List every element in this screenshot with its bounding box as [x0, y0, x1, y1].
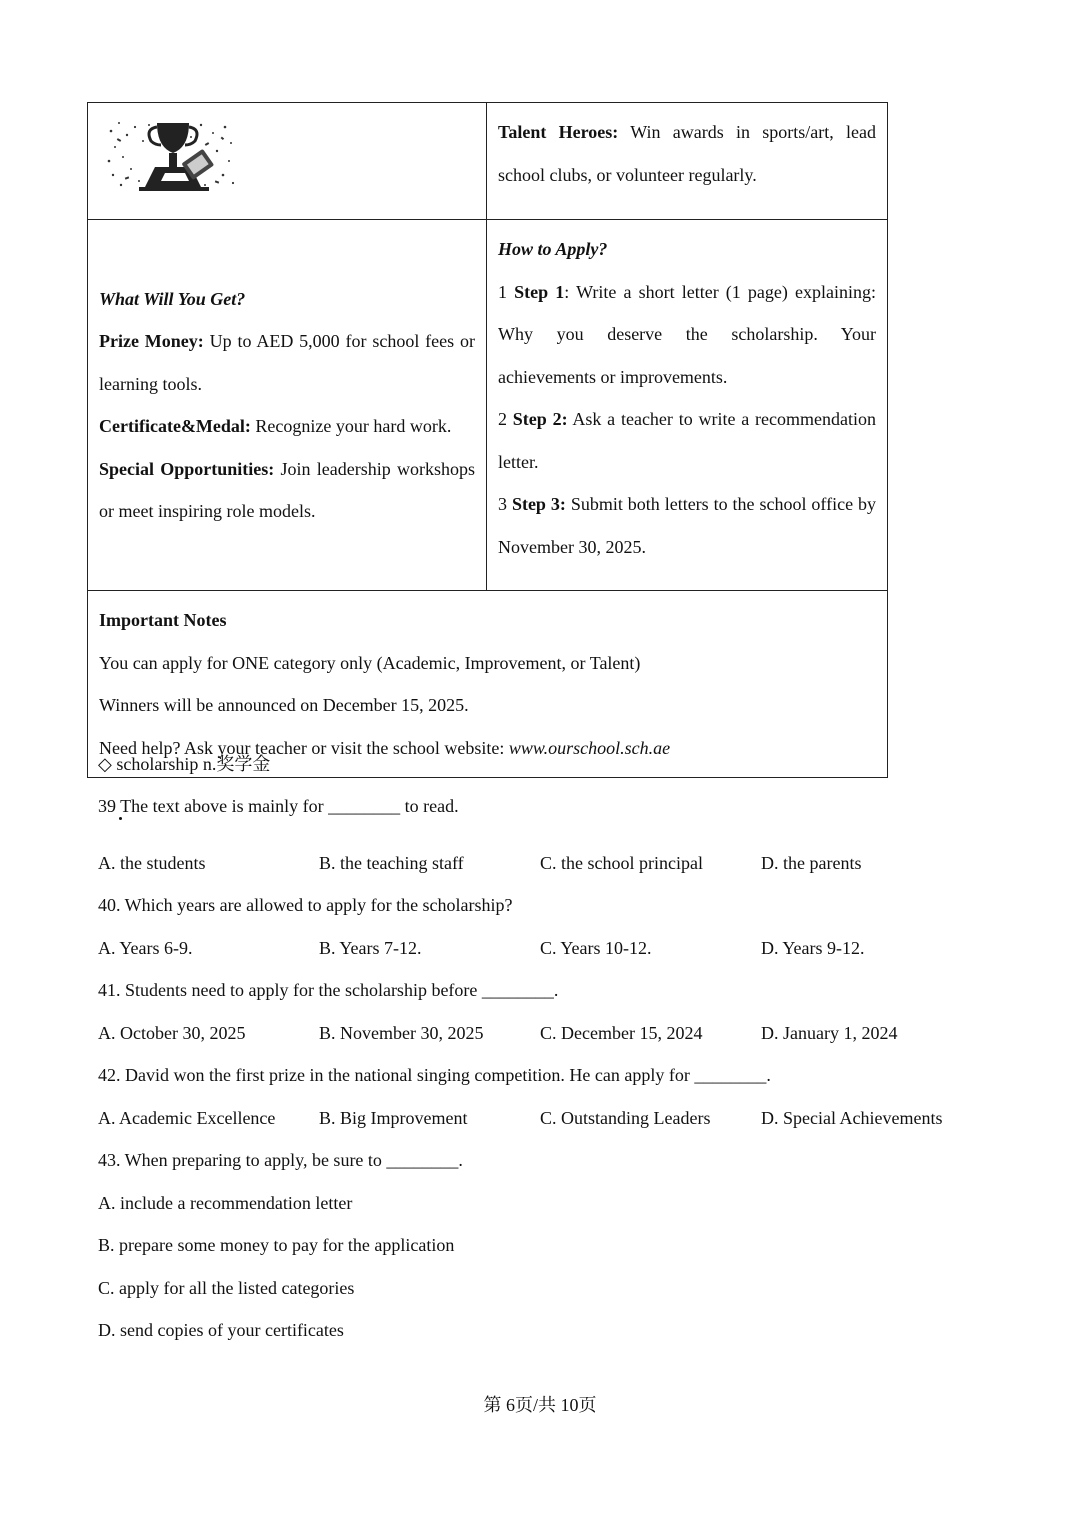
- question-39-stem: 39 The text above is mainly for ________ to read.: [98, 796, 459, 816]
- special-opportunities-label: Special Opportunities:: [99, 458, 275, 479]
- question-42-stem: 42. David won the first prize in the national singing competition. He can apply for ________.: [98, 1065, 771, 1085]
- how-to-apply-cell: [487, 220, 888, 591]
- option-c[interactable]: C. Years 10-12.: [540, 938, 652, 958]
- note-winners-date: Winners will be announced on December 15, 2025.: [99, 695, 469, 715]
- how-to-apply-heading: How to Apply?: [498, 239, 608, 259]
- option-a[interactable]: A. the students: [98, 853, 206, 873]
- step2-label: Step 2:: [512, 409, 568, 429]
- step3-text: Submit both letters to the school office by November 30, 2025.: [498, 494, 876, 557]
- question-40-stem: 40. Which years are allowed to apply for the scholarship?: [98, 895, 513, 915]
- scholarship-notice-table: [87, 102, 888, 778]
- school-website-link[interactable]: www.ourschool.sch.ae: [508, 737, 671, 758]
- question-41-stem: 41. Students need to apply for the scholarship before ________.: [98, 980, 559, 1000]
- stray-dot: [119, 817, 122, 820]
- step3-number: 3: [498, 494, 512, 514]
- note-help-text: Need help? Ask your teacher or visit the school website:: [99, 737, 509, 758]
- option-d[interactable]: D. January 1, 2024: [761, 1023, 898, 1043]
- table-row: [88, 220, 888, 591]
- option-b[interactable]: B. the teaching staff: [319, 853, 464, 873]
- option-c[interactable]: C. the school principal: [540, 853, 703, 873]
- option-a[interactable]: A. Years 6-9.: [98, 938, 193, 958]
- prize-money-label: Prize Money:: [99, 331, 204, 351]
- special-opportunities-text: Join leadership workshops or meet inspiring role models.: [99, 458, 475, 521]
- certificate-medal-text: Recognize your hard work.: [250, 416, 452, 436]
- step2-text: Ask a teacher to write a recommendation letter.: [498, 409, 877, 472]
- option-a[interactable]: A. include a recommendation letter: [98, 1193, 353, 1213]
- option-a[interactable]: A. October 30, 2025: [98, 1023, 246, 1043]
- glossary-note: ◇ scholarship n.奖学金: [98, 754, 271, 774]
- option-b[interactable]: B. Years 7-12.: [319, 938, 422, 958]
- trophy-confetti-image: [105, 117, 237, 197]
- step2-number: 2: [498, 409, 513, 429]
- option-d[interactable]: D. Special Achievements: [761, 1108, 943, 1128]
- option-b[interactable]: B. prepare some money to pay for the application: [98, 1235, 455, 1255]
- table-row: [88, 103, 888, 220]
- talent-heroes-label: Talent Heroes:: [498, 122, 619, 142]
- option-d[interactable]: D. send copies of your certificates: [98, 1320, 344, 1340]
- option-d[interactable]: D. the parents: [761, 853, 862, 873]
- option-b[interactable]: B. Big Improvement: [319, 1108, 468, 1128]
- benefits-heading: What Will You Get?: [99, 288, 246, 309]
- option-d[interactable]: D. Years 9-12.: [761, 938, 865, 958]
- option-a[interactable]: A. Academic Excellence: [98, 1108, 276, 1128]
- step3-label: Step 3:: [511, 494, 566, 514]
- step1-text: : Write a short letter (1 page) explaining: Why you deserve the scholarship. Your achievements or improvements.: [498, 281, 877, 387]
- option-c[interactable]: C. apply for all the listed categories: [98, 1278, 355, 1298]
- step1-number: 1: [498, 281, 515, 302]
- option-c[interactable]: C. December 15, 2024: [540, 1023, 703, 1043]
- trophy-image-cell: [88, 103, 487, 220]
- talent-heroes-cell: [487, 103, 888, 220]
- table-row: [88, 591, 888, 778]
- page-number-footer: 第 6页/共 10页: [483, 1395, 597, 1415]
- step1-label: Step 1: [514, 281, 565, 302]
- important-notes-cell: [88, 591, 888, 778]
- note-one-category: You can apply for ONE category only (Academic, Improvement, or Talent): [99, 652, 641, 673]
- option-c[interactable]: C. Outstanding Leaders: [540, 1108, 711, 1128]
- benefits-cell: [88, 220, 487, 591]
- certificate-medal-label: Certificate&Medal:: [99, 416, 251, 436]
- talent-heroes-text: Win awards in sports/art, lead school clubs, or volunteer regularly.: [498, 122, 876, 185]
- important-notes-heading: Important Notes: [99, 610, 227, 630]
- option-b[interactable]: B. November 30, 2025: [319, 1023, 484, 1043]
- question-43-stem: 43. When preparing to apply, be sure to ________.: [98, 1150, 463, 1170]
- prize-money-text: Up to AED 5,000 for school fees or learning tools.: [99, 331, 475, 394]
